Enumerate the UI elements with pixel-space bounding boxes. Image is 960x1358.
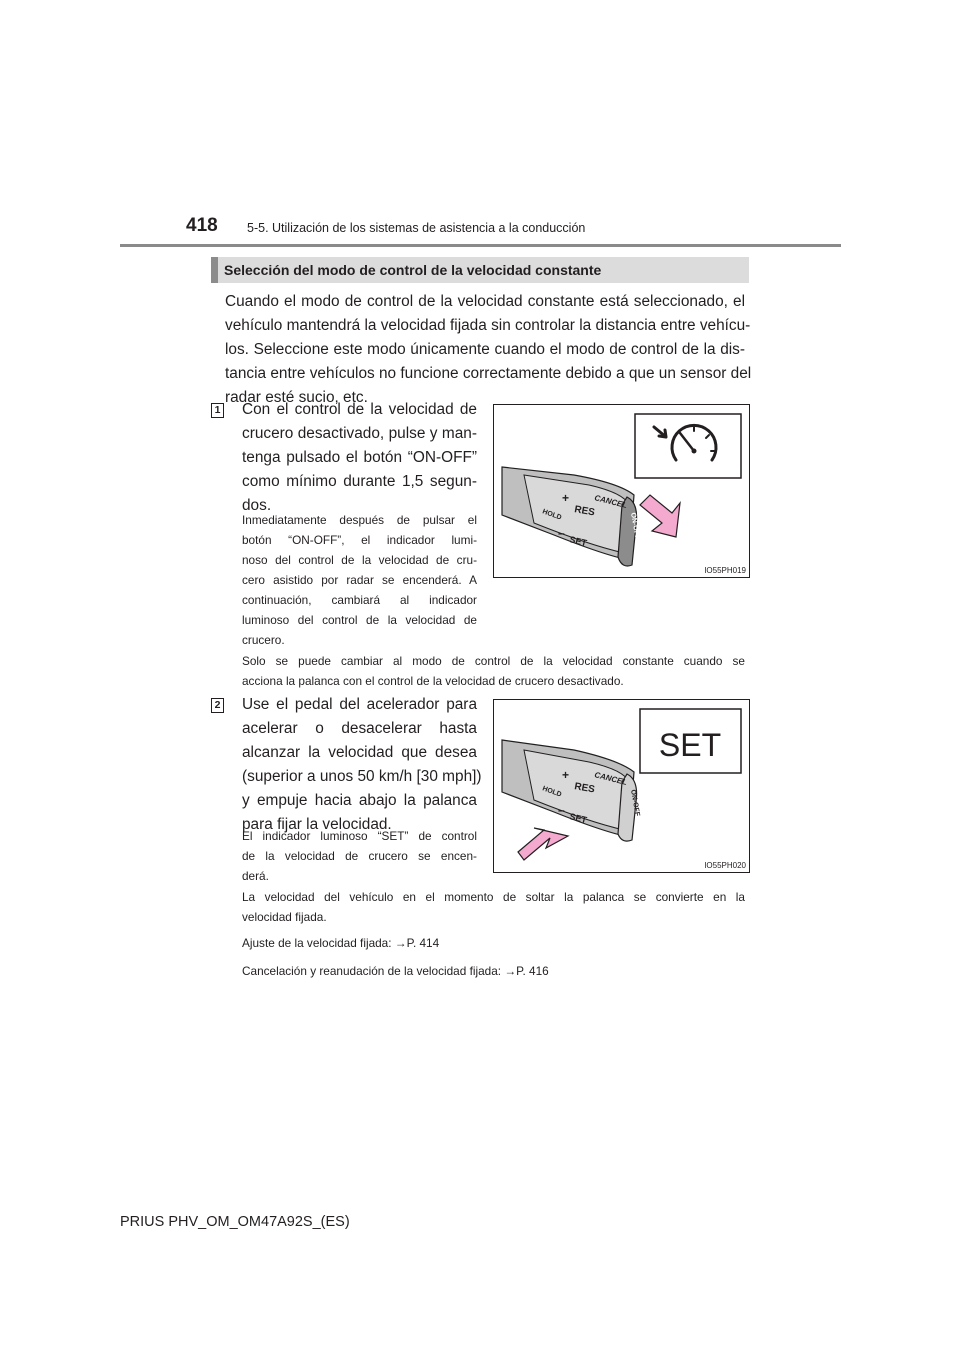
step-1-sub-line: cero asistido por radar se encenderá. A <box>242 573 477 587</box>
step-2-line: Use el pedal del acelerador para <box>242 696 477 713</box>
step-1-sub-line: Inmediatamente después de pulsar el <box>242 513 477 527</box>
plus-label: + <box>562 768 570 782</box>
intro-paragraph <box>225 290 752 410</box>
step-1-sub-line: noso del control de la velocidad de cru- <box>242 553 477 567</box>
step-2-line: (superior a unos 50 km/h [30 mph]) <box>242 768 482 785</box>
step-2-sub-line: de la velocidad de crucero se encen- <box>242 849 477 863</box>
figure-set-lever <box>493 699 750 873</box>
intro-line: radar esté sucio, etc. <box>225 389 368 406</box>
step-1-line: Con el control de la velocidad de <box>242 401 477 418</box>
note-line: La velocidad del vehículo en el momento de soltar la palanca se convierte en la <box>242 890 745 904</box>
step-2-explanation <box>242 826 477 886</box>
hold-label: HOLD <box>541 508 563 522</box>
step-1-note <box>242 651 745 691</box>
step-1-badge: 1 <box>211 403 224 418</box>
reference-cancel-resume: Cancelación y reanudación de la velocidad fijada: →P. 416 <box>242 964 549 978</box>
reference-set-speed: Ajuste de la velocidad fijada: →P. 414 <box>242 936 440 950</box>
step-1-sub-line: continuación, cambiará al indicador <box>242 593 477 607</box>
intro-line: Cuando el modo de control de la velocidad constante está seleccionado, el <box>225 293 745 310</box>
intro-line: vehículo mantendrá la velocidad fijada sin controlar la distancia entre vehícu- <box>225 317 751 334</box>
step-1-instruction <box>242 398 477 518</box>
res-label: RES <box>573 781 596 796</box>
figure-on-off-button <box>493 404 750 578</box>
set-label: SET <box>568 811 588 826</box>
step-1-line: tenga pulsado el botón “ON-OFF” <box>242 449 477 466</box>
step-1-explanation <box>242 510 477 650</box>
cancel-label: CANCEL <box>593 493 629 511</box>
plus-label: + <box>562 491 570 505</box>
indicator-display <box>635 414 741 478</box>
figure-code: IO55PH020 <box>704 861 746 870</box>
note-line: velocidad fijada. <box>242 910 327 924</box>
step-2-note <box>242 887 745 927</box>
note-line: acciona la palanca con el control de la velocidad de crucero desactivado. <box>242 674 624 688</box>
step-1-sub-line: luminoso del control de la velocidad de <box>242 613 477 627</box>
step-2-line: alcanzar la velocidad que desea <box>242 744 477 761</box>
header-rule <box>120 244 841 247</box>
step-2-badge: 2 <box>211 698 224 713</box>
set-indicator-text: SET <box>658 727 722 763</box>
step-2-instruction <box>242 693 482 837</box>
press-arrow-icon <box>640 495 680 537</box>
step-2-line: para fijar la velocidad. <box>242 816 392 833</box>
note-line: Solo se puede cambiar al modo de control de la velocidad constante cuando se <box>242 654 745 668</box>
document-footer: PRIUS PHV_OM_OM47A92S_(ES) <box>120 1214 350 1230</box>
cancel-label: CANCEL <box>593 770 629 788</box>
step-1-line: crucero desactivado, pulse y man- <box>242 425 477 442</box>
push-down-arrow-icon <box>518 828 568 860</box>
section-title: 5-5. Utilización de los sistemas de asistencia a la conducción <box>247 221 586 235</box>
step-2-line: y empuje hacia abajo la palanca <box>242 792 477 809</box>
on-off-label: ON-OFF <box>629 789 641 817</box>
on-off-label: ON-OFF <box>629 512 641 540</box>
step-2-sub-line: El indicador luminoso “SET” de control <box>242 829 477 843</box>
section-heading: Selección del modo de control de la velocidad constante <box>224 262 602 278</box>
hold-label: HOLD <box>541 785 563 799</box>
intro-line: tancia entre vehículos no funcione correctamente debido a que un sensor del <box>225 365 752 382</box>
step-1-sub-line: botón “ON-OFF”, el indicador lumi- <box>242 533 477 547</box>
intro-line: los. Seleccione este modo únicamente cuando el modo de control de la dis- <box>225 341 745 358</box>
lever-illustration-2 <box>494 700 749 872</box>
step-2-sub-line: derá. <box>242 869 269 883</box>
res-label: RES <box>573 504 596 519</box>
lever-illustration-1 <box>494 405 749 577</box>
page-number: 418 <box>186 215 218 236</box>
step-1-line: dos. <box>242 497 272 514</box>
step-1-sub-line: crucero. <box>242 633 285 647</box>
set-label: SET <box>568 534 588 549</box>
minus-label: – <box>558 803 565 817</box>
step-1-line: como mínimo durante 1,5 segun- <box>242 473 477 490</box>
step-2-line: acelerar o desacelerar hasta <box>242 720 477 737</box>
figure-code: IO55PH019 <box>704 566 746 575</box>
minus-label: – <box>558 526 565 540</box>
